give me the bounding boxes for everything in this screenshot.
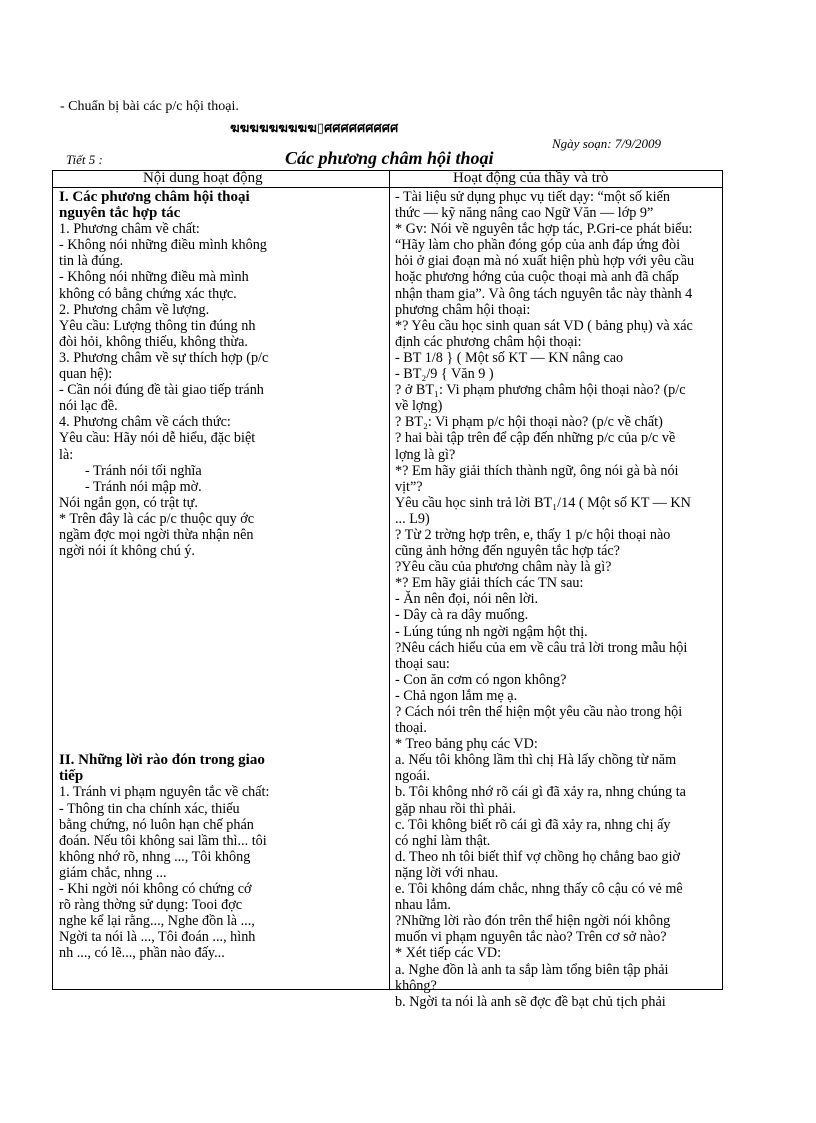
table-line: - BT₂/9 { Văn 9 ): [395, 366, 494, 383]
table-line: - BT 1/8 } ( Một số KT — KN nâng cao: [395, 349, 624, 366]
table-line: quan hệ):: [59, 366, 113, 383]
table-line: ngầm đợc mọi ngời thừa nhận nên: [59, 526, 254, 543]
table-line: thức — kỹ năng nâng cao Ngữ Văn — lớp 9”: [395, 205, 654, 222]
lesson-title: Các phương châm hội thoại: [285, 148, 494, 168]
table-line: về lợng): [395, 398, 443, 415]
table-line: * Trên đây là các p/c thuộc quy ớc: [59, 510, 255, 527]
table-line: rõ ràng thờng sử dụng: Tooi đợc: [59, 897, 243, 914]
table-line: b. Ngời ta nói là anh sẽ đợc đề bạt chủ tịch phải: [395, 993, 666, 1010]
table-line: ... L9): [395, 510, 430, 527]
table-line: Nói ngắn gọn, có trật tự.: [59, 494, 198, 511]
table-line: định các phương châm hội thoại:: [395, 333, 582, 350]
table-line: ? ở BT₁: Vi phạm phương châm hội thoại nào? (p/c: [395, 382, 686, 399]
table-line: 1. Phương châm về chất:: [59, 221, 200, 238]
lesson-number: Tiết 5 :: [66, 152, 103, 167]
table-line: - Con ăn cơm có ngon không?: [395, 671, 567, 688]
table-line: nh ..., có lẽ..., phần nào đấy...: [59, 945, 225, 962]
table-line: I. Các phương châm hội thoại: [59, 189, 250, 205]
table-line: * Treo bảng phụ các VD:: [395, 736, 538, 753]
column-divider: [389, 171, 390, 989]
table-line: - Không nói những điều mà mình: [59, 269, 249, 286]
table-line: nhận tham gia”. Và ông tách nguyên tắc này thành 4: [395, 285, 693, 302]
table-line: ? Từ 2 trờng hợp trên, e, thấy 1 p/c hội thoại nào: [395, 526, 671, 543]
table-line: [59, 656, 383, 672]
table-line: gặp nhau rồi thì phải.: [395, 800, 516, 817]
table-line: hoặc phương hớng của cuộc thoại mà anh đã chấp: [395, 269, 679, 286]
ornament-divider: ฆฆฆฆฆฆฆฆฆ▯ศศศศศศศศศ: [230, 121, 399, 136]
left-column-header: Nội dung hoạt động: [143, 170, 263, 186]
table-line: ? hai bài tập trên để cập đến những p/c của p/c về: [395, 430, 676, 447]
table-line: II. Những lời rào đón trong giao: [59, 752, 265, 769]
table-line: [59, 575, 383, 591]
table-line: a. Nghe đồn là anh ta sắp làm tổng biên tập phải: [395, 961, 669, 978]
table-line: e. Tôi không dám chắc, nhng thấy cô cậu có vẻ mê: [395, 881, 683, 898]
table-line: 2. Phương châm về lượng.: [59, 301, 210, 318]
right-column-header: Hoạt động của thầy và trò: [453, 170, 609, 186]
table-line: 3. Phương châm về sự thích hợp (p/c: [59, 349, 269, 366]
table-line: tiếp: [59, 768, 84, 785]
table-line: - Dây cà ra dây muống.: [395, 607, 529, 624]
table-line: ngời nói ít không chú ý.: [59, 543, 195, 560]
table-line: không có bằng chứng xác thực.: [59, 285, 237, 302]
table-line: - Thông tin cha chính xác, thiếu: [59, 800, 240, 817]
table-line: [59, 640, 383, 656]
table-line: là:: [59, 446, 74, 463]
table-line: [59, 720, 383, 736]
table-line: Yêu cầu học sinh trả lời BT₁/14 ( Một số KT — KN: [395, 494, 691, 511]
table-line: Yêu cầu: Hãy nói dễ hiểu, đặc biệt: [59, 430, 256, 447]
table-line: [59, 672, 383, 688]
table-line: * Gv: Nói về nguyên tắc hợp tác, P.Gri-ce phát biểu:: [395, 221, 693, 238]
table-line: Ngời ta nói là ..., Tôi đoán ..., hình: [59, 929, 256, 946]
table-line: * Xét tiếp các VD:: [395, 945, 502, 962]
table-line: tin là đúng.: [59, 253, 124, 270]
table-line: hỏi ở giai đoạn mà nó xuất hiện phù hợp với yêu cầu: [395, 253, 695, 270]
table-line: nguyên tắc hợp tác: [59, 205, 181, 222]
table-line: [59, 591, 383, 607]
table-line: “Hãy làm cho phần đóng góp của anh đáp ứng đòi: [395, 237, 681, 254]
table-line: muốn vi phạm nguyên tắc nào? Trên cơ sở nào?: [395, 929, 667, 946]
table-line: 4. Phương châm về cách thức:: [59, 414, 231, 431]
table-line: có nghỉ làm thật.: [395, 832, 491, 849]
table-line: ? Cách nói trên thể hiện một yêu cầu nào trong hội: [395, 704, 683, 720]
table-line: - Khi ngời nói không có chứng cớ: [59, 881, 252, 898]
table-line: thoại.: [395, 720, 427, 737]
activity-column: [395, 189, 717, 1010]
table-line: nhau lắm.: [395, 897, 451, 914]
table-line: *? Yêu cầu học sinh quan sát VD ( bảng phụ) và xác: [395, 317, 693, 334]
table-line: ?Nêu cách hiểu của em về câu trả lời trong mẫu hội: [395, 639, 688, 656]
table-line: b. Tôi không nhớ rõ cái gì đã xảy ra, nhng chúng ta: [395, 784, 686, 801]
table-line: [59, 688, 383, 704]
table-line: [59, 624, 383, 640]
table-line: vịt”?: [395, 478, 423, 495]
table-line: ngoái.: [395, 768, 431, 785]
table-line: c. Tôi không biết rõ cái gì đã xảy ra, nhng chị ấy: [395, 816, 671, 833]
date-line: Ngày soạn: 7/9/2009: [552, 136, 662, 151]
table-line: nặng lời với nhau.: [395, 864, 499, 881]
table-line: - Lúng túng nh ngời ngậm hột thị.: [395, 623, 588, 640]
table-line: lợng là gì?: [395, 446, 456, 463]
table-line: không nhớ rõ, nhng ..., Tôi không: [59, 848, 251, 865]
table-line: - Tránh nói mập mờ.: [85, 478, 202, 495]
table-line: không?: [395, 977, 437, 994]
table-line: ?Những lời rào đón trên thể hiện ngời nói không: [395, 913, 671, 930]
table-line: *? Em hãy giải thích thành ngữ, ông nói gà bà nói: [395, 462, 679, 479]
table-line: phương châm hội thoại:: [395, 301, 531, 318]
table-line: cũng ảnh hởng đến nguyên tắc hợp tác?: [395, 543, 620, 560]
table-line: - Tài liệu sử dụng phục vụ tiết dạy: “một số kiến: [395, 189, 670, 205]
table-line: thoại sau:: [395, 655, 450, 672]
content-column: [59, 189, 383, 962]
preparation-line: - Chuẩn bị bài các p/c hội thoại.: [60, 99, 239, 114]
header-divider: [53, 187, 722, 188]
table-line: [59, 559, 383, 575]
table-line: [59, 607, 383, 623]
table-line: - Chả ngon lắm mẹ ạ.: [395, 687, 518, 704]
table-line: *? Em hãy giải thích các TN sau:: [395, 575, 584, 592]
table-line: [59, 704, 383, 720]
table-line: nói lạc đề.: [59, 398, 118, 415]
table-line: Yêu cầu: Lượng thông tin đúng nh: [59, 317, 256, 334]
table-line: ? BT₂: Vi phạm p/c hội thoại nào? (p/c về chất): [395, 414, 663, 431]
table-line: d. Theo nh tôi biết thìf vợ chồng họ chẳng bao giờ: [395, 848, 681, 865]
table-line: đoán. Nếu tôi không sai lầm thì... tôi: [59, 832, 267, 849]
table-line: a. Nếu tôi không lầm thì chị Hà lấy chồng từ năm: [395, 752, 677, 769]
table-line: - Ăn nên đọi, nói nên lời.: [395, 591, 539, 608]
table-line: giám chắc, nhng ...: [59, 864, 167, 881]
table-line: - Không nói những điều mình không: [59, 237, 267, 254]
table-line: - Tránh nói tối nghĩa: [85, 462, 202, 479]
table-line: đòi hỏi, không thiếu, không thừa.: [59, 333, 248, 350]
table-line: 1. Tránh vi phạm nguyên tắc về chất:: [59, 784, 270, 801]
table-line: - Cần nói đúng đề tài giao tiếp tránh: [59, 382, 264, 399]
table-line: nghe kể lại rằng..., Nghe đồn là ...,: [59, 913, 255, 930]
lesson-table: [52, 170, 723, 1010]
table-line: ?Yêu cầu của phương châm này là gì?: [395, 559, 612, 576]
table-line: [59, 736, 383, 752]
table-line: bằng chứng, nó luôn hạn chế phán: [59, 816, 254, 833]
